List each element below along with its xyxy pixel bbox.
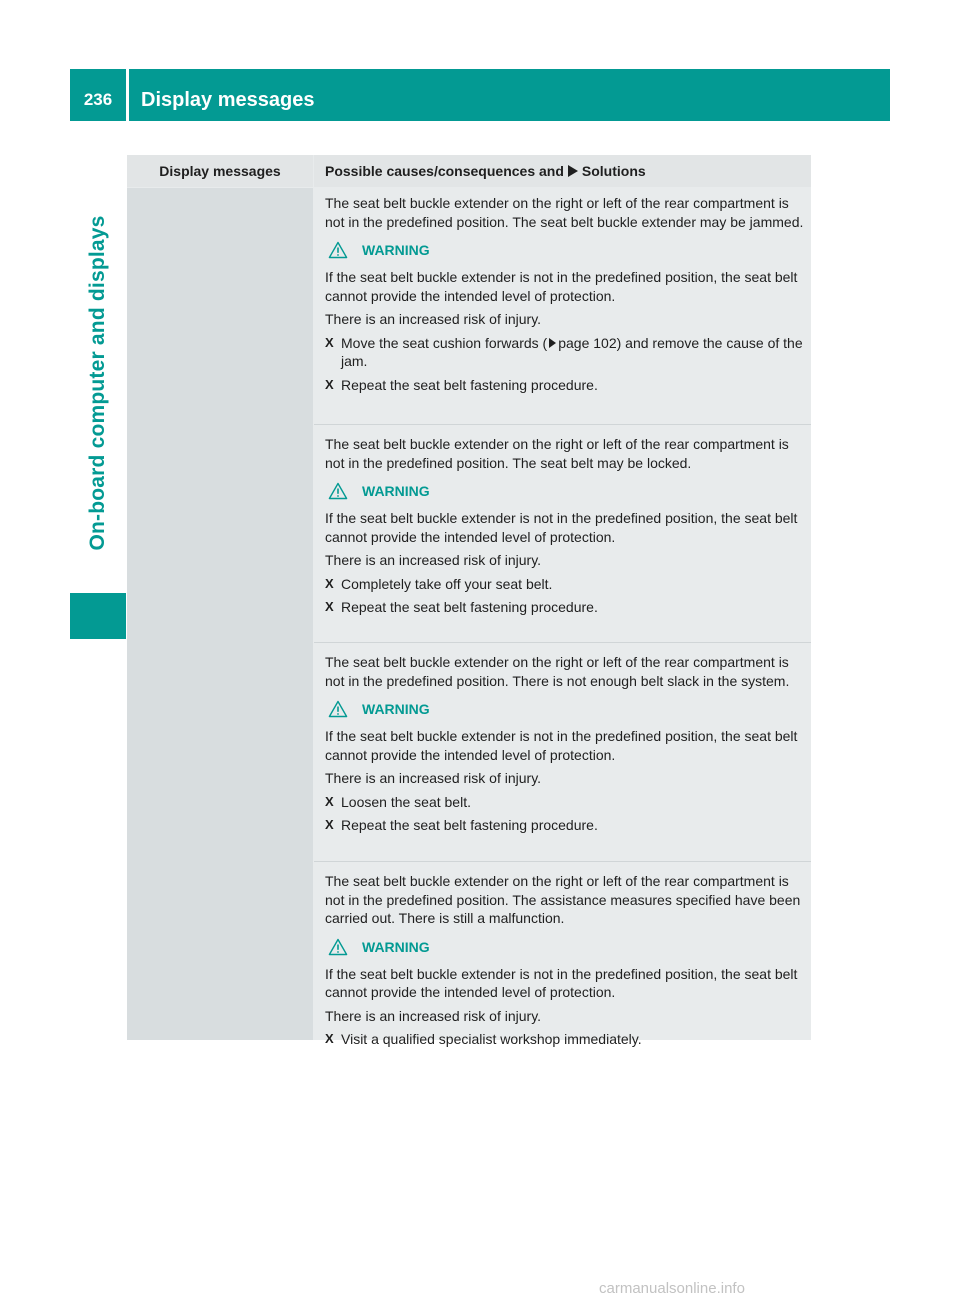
display-messages-table [127, 155, 811, 1047]
warning-triangle-icon [328, 482, 348, 500]
warning-heading [325, 481, 805, 501]
risk-text: There is an increased risk of injury. [325, 770, 542, 786]
warning-triangle-icon [328, 938, 348, 956]
list-item [325, 334, 805, 371]
column-header-causes-solutions [314, 155, 811, 187]
column-header-display-messages: Display messages [127, 155, 313, 187]
table-row [314, 188, 811, 424]
side-tab-marker [70, 593, 126, 639]
step-text: Visit a qualified specialist workshop immediately. [341, 1031, 642, 1047]
causes-solutions-column [314, 188, 811, 1047]
entry-intro: The seat belt buckle extender on the right or left of the rear compartment is not in the predefined position. The seat belt buckle extender may be jammed. [325, 195, 804, 230]
step-text: Loosen the seat belt. [341, 793, 471, 810]
warning-text: If the seat belt buckle extender is not in the predefined position, the seat belt cannot provide the intended level of protection. [325, 269, 798, 304]
entry-intro: The seat belt buckle extender on the right or left of the rear compartment is not in the predefined position. There is not enough belt slack in the system. [325, 654, 790, 689]
page-reference-icon [549, 338, 556, 348]
step-text: Repeat the seat belt fastening procedure. [341, 817, 598, 833]
warning-label: WARNING [362, 242, 430, 258]
risk-text: There is an increased risk of injury. [325, 1007, 542, 1024]
page-reference-link[interactable]: page 102 [558, 334, 617, 351]
step-arrow-icon: X [325, 793, 334, 809]
table-row [314, 642, 811, 861]
column-header-causes-text: Possible causes/consequences and [325, 163, 564, 179]
step-text: Completely take off your seat belt. [341, 575, 553, 592]
header-bar [70, 69, 890, 121]
list-item [325, 598, 805, 617]
page-number: 236 [83, 90, 113, 109]
step-arrow-icon: X [325, 376, 334, 392]
warning-triangle-icon [328, 700, 348, 718]
table-row [314, 861, 811, 1047]
step-arrow-icon: X [325, 334, 334, 350]
warning-text: If the seat belt buckle extender is not in the predefined position, the seat belt cannot provide the intended level of protection. [325, 510, 798, 545]
warning-triangle-icon [328, 241, 348, 259]
entry-intro: The seat belt buckle extender on the right or left of the rear compartment is not in the predefined position. The assistance measures specified have been carried out. There is still a malfunction. [325, 873, 801, 926]
entry-intro: The seat belt buckle extender on the right or left of the rear compartment is not in the predefined position. The seat belt may be locked. [325, 436, 789, 471]
risk-text: There is an increased risk of injury. [325, 552, 542, 568]
display-message-cell [127, 188, 313, 1040]
step-text-continued: ) and remove the cause of the jam. [341, 334, 803, 369]
list-item [325, 575, 805, 594]
warning-text: If the seat belt buckle extender is not in the predefined position, the seat belt cannot provide the intended level of protection. [325, 965, 798, 1000]
list-item [325, 376, 805, 395]
watermark: carmanualsonline.info [599, 1280, 745, 1297]
warning-text: If the seat belt buckle extender is not in the predefined position, the seat belt cannot provide the intended level of protection. [325, 728, 798, 763]
step-arrow-icon: X [325, 575, 334, 591]
column-header-solutions-text: Solutions [581, 163, 646, 179]
list-item [325, 816, 805, 835]
step-arrow-icon: X [325, 817, 334, 832]
list-item [325, 793, 805, 812]
list-item [325, 1030, 805, 1049]
table-row [314, 424, 811, 642]
warning-heading [325, 699, 805, 719]
warning-heading [325, 937, 805, 957]
risk-text: There is an increased risk of injury. [325, 311, 542, 327]
page-title: Display messages [141, 89, 315, 111]
header-divider [126, 69, 129, 121]
step-arrow-icon: X [325, 1031, 334, 1046]
step-arrow-icon: X [325, 599, 334, 614]
side-tab-label: On-board computer and displays [86, 215, 109, 551]
step-text: Repeat the seat belt fastening procedure. [341, 376, 598, 393]
solution-arrow-icon [568, 165, 578, 177]
table-header-row [127, 155, 811, 187]
warning-label: WARNING [362, 938, 430, 955]
warning-heading [325, 240, 805, 260]
warning-label: WARNING [362, 483, 430, 499]
step-text: Move the seat cushion forwards ( [341, 334, 548, 351]
step-text: Repeat the seat belt fastening procedure. [341, 599, 598, 615]
warning-label: WARNING [362, 701, 430, 717]
side-tab [70, 121, 126, 639]
